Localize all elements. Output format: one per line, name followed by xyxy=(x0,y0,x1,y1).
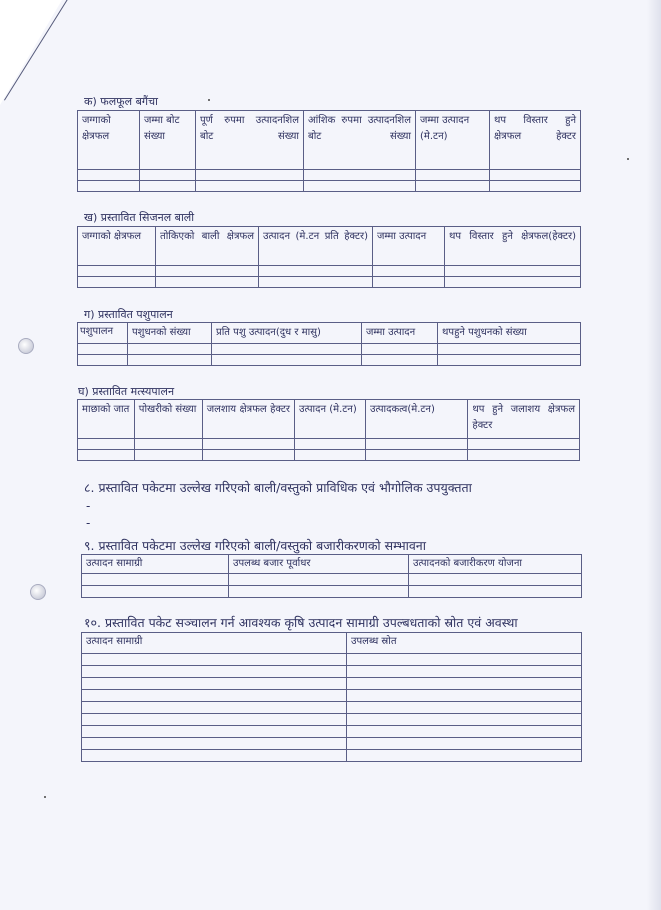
table-row xyxy=(78,277,581,288)
column-header: उत्पादकत्व(मे.टन) xyxy=(365,400,467,439)
table-cell[interactable] xyxy=(78,355,128,366)
table-cell[interactable] xyxy=(82,702,347,714)
section-9-title: ९. प्रस्तावित पकेटमा उल्लेख गरिएको बाली/वस्तुको बजारीकरणको सम्भावना xyxy=(84,538,426,553)
column-header: जम्मा उत्पादन xyxy=(373,227,445,266)
column-header: जग्गाको क्षेत्रफल xyxy=(78,111,140,170)
table-cell[interactable] xyxy=(347,690,582,702)
section-ka-table xyxy=(77,110,581,192)
table-cell[interactable] xyxy=(490,170,581,181)
table-cell[interactable] xyxy=(128,355,212,366)
column-header: थप विस्तार हुने क्षेत्रफल हेक्टर xyxy=(490,111,581,170)
table-cell[interactable] xyxy=(82,726,347,738)
table-row xyxy=(78,170,581,181)
table-cell[interactable] xyxy=(78,266,156,277)
table-row xyxy=(82,750,582,762)
table-cell[interactable] xyxy=(82,750,347,762)
table-header-row xyxy=(78,111,581,170)
column-header: थप हुने जलाशय क्षेत्रफल हेक्टर xyxy=(468,400,580,439)
table-cell[interactable] xyxy=(134,439,202,450)
table-cell[interactable] xyxy=(445,277,581,288)
table-row xyxy=(82,702,582,714)
section-ga-title: ग) प्रस्तावित पशुपालन xyxy=(84,308,173,321)
section-gha-title: घ) प्रस्तावित मत्स्यपालन xyxy=(78,385,175,398)
table-cell[interactable] xyxy=(347,714,582,726)
table-row xyxy=(78,355,581,366)
section-kha-table xyxy=(77,226,581,288)
table-cell[interactable] xyxy=(347,654,582,666)
table-row xyxy=(82,654,582,666)
table-cell[interactable] xyxy=(373,277,445,288)
table-header-row xyxy=(78,400,580,439)
table-cell[interactable] xyxy=(304,170,416,181)
table-cell[interactable] xyxy=(229,574,409,586)
table-row xyxy=(78,450,580,461)
table-row xyxy=(82,666,582,678)
table-cell[interactable] xyxy=(259,277,373,288)
table-cell[interactable] xyxy=(259,266,373,277)
table-cell[interactable] xyxy=(438,355,581,366)
section-9-table xyxy=(81,554,582,598)
table-cell[interactable] xyxy=(82,654,347,666)
column-header: पशुधनको संख्या xyxy=(128,323,212,344)
table-row xyxy=(78,344,581,355)
column-header: तोकिएको बाली क्षेत्रफल xyxy=(156,227,259,266)
punch-hole-top xyxy=(18,338,34,354)
table-cell[interactable] xyxy=(347,738,582,750)
section-kha-title: ख) प्रस्तावित सिजनल बाली xyxy=(84,211,195,224)
table-header-row xyxy=(78,227,581,266)
punch-hole-bottom xyxy=(30,584,46,600)
table-cell[interactable] xyxy=(202,439,294,450)
table-cell[interactable] xyxy=(78,344,128,355)
table-cell[interactable] xyxy=(295,439,366,450)
table-cell[interactable] xyxy=(134,450,202,461)
page-edge-shadow xyxy=(647,0,661,910)
table-cell[interactable] xyxy=(373,266,445,277)
table-row xyxy=(82,726,582,738)
table-cell[interactable] xyxy=(365,439,467,450)
table-cell[interactable] xyxy=(212,344,362,355)
bullet-dash: - xyxy=(86,499,91,513)
column-header: जम्मा उत्पादन xyxy=(362,323,438,344)
table-cell[interactable] xyxy=(438,344,581,355)
table-cell[interactable] xyxy=(445,266,581,277)
table-cell[interactable] xyxy=(347,702,582,714)
table-cell[interactable] xyxy=(347,666,582,678)
section-ga-table xyxy=(77,322,581,366)
section-gha-table xyxy=(77,399,580,461)
column-header: उपलब्ध बजार पूर्वाधर xyxy=(229,555,409,574)
table-header-row xyxy=(82,633,582,654)
scan-speck xyxy=(627,158,629,160)
table-cell[interactable] xyxy=(128,344,212,355)
table-header-row xyxy=(78,323,581,344)
table-row xyxy=(82,586,582,598)
scan-speck xyxy=(44,796,46,798)
column-header: जलशाय क्षेत्रफल हेक्टर xyxy=(202,400,294,439)
section-8-title: ८. प्रस्तावित पकेटमा उल्लेख गरिएको बाली/वस्तुको प्राविधिक एवं भौगोलिक उपयुक्तता xyxy=(84,480,472,495)
table-row xyxy=(78,181,581,192)
table-cell[interactable] xyxy=(82,574,229,586)
table-row xyxy=(82,678,582,690)
table-cell[interactable] xyxy=(78,181,140,192)
table-cell[interactable] xyxy=(468,439,580,450)
table-cell[interactable] xyxy=(365,450,467,461)
table-cell[interactable] xyxy=(78,450,135,461)
table-cell[interactable] xyxy=(362,355,438,366)
table-cell[interactable] xyxy=(78,277,156,288)
table-cell[interactable] xyxy=(295,450,366,461)
table-cell[interactable] xyxy=(347,678,582,690)
column-header: पोखरीको संख्या xyxy=(134,400,202,439)
table-row xyxy=(82,714,582,726)
column-header: माछाको जात xyxy=(78,400,135,439)
table-cell[interactable] xyxy=(409,586,582,598)
table-cell[interactable] xyxy=(347,750,582,762)
table-cell[interactable] xyxy=(409,574,582,586)
table-cell[interactable] xyxy=(82,690,347,702)
table-cell[interactable] xyxy=(229,586,409,598)
table-cell[interactable] xyxy=(82,714,347,726)
table-row xyxy=(78,266,581,277)
table-cell[interactable] xyxy=(140,181,196,192)
column-header: उत्पादन सामाग्री xyxy=(82,633,347,654)
section-10-table xyxy=(81,632,582,762)
table-cell[interactable] xyxy=(212,355,362,366)
table-row xyxy=(82,574,582,586)
table-cell[interactable] xyxy=(362,344,438,355)
table-cell[interactable] xyxy=(416,181,490,192)
table-cell[interactable] xyxy=(140,170,196,181)
table-row xyxy=(78,439,580,450)
table-cell[interactable] xyxy=(156,266,259,277)
column-header: थपहुने पशुधनको संख्या xyxy=(438,323,581,344)
scan-speck xyxy=(208,99,210,101)
column-header: जम्मा बोट संख्या xyxy=(140,111,196,170)
column-header: जम्मा उत्पादन (मे.टन) xyxy=(416,111,490,170)
table-cell[interactable] xyxy=(78,170,140,181)
table-cell[interactable] xyxy=(468,450,580,461)
section-ka-title: क) फलफूल बगैंचा xyxy=(84,95,158,108)
table-cell[interactable] xyxy=(82,666,347,678)
table-cell[interactable] xyxy=(82,738,347,750)
table-cell[interactable] xyxy=(304,181,416,192)
column-header: उत्पादनको बजारीकरण योजना xyxy=(409,555,582,574)
table-cell[interactable] xyxy=(490,181,581,192)
table-cell[interactable] xyxy=(202,450,294,461)
column-header: प्रति पशु उत्पादन(दुध र मासु) xyxy=(212,323,362,344)
table-cell[interactable] xyxy=(82,678,347,690)
table-row xyxy=(82,690,582,702)
table-header-row xyxy=(82,555,582,574)
column-header: आंशिक रुपमा उत्पादनशिल बोट संख्या xyxy=(304,111,416,170)
table-cell[interactable] xyxy=(196,170,304,181)
column-header: उत्पादन सामाग्री xyxy=(82,555,229,574)
table-cell[interactable] xyxy=(78,439,135,450)
table-cell[interactable] xyxy=(156,277,259,288)
column-header: जग्गाको क्षेत्रफल xyxy=(78,227,156,266)
column-header: पशुपालन xyxy=(78,323,128,344)
table-cell[interactable] xyxy=(196,181,304,192)
column-header: थप विस्तार हुने क्षेत्रफल(हेक्टर) xyxy=(445,227,581,266)
section-10-title: १०. प्रस्तावित पकेट सञ्चालन गर्न आवश्यक कृषि उत्पादन सामाग्री उपल्बधताको स्रोत एवं अवस्था xyxy=(84,615,518,630)
column-header: उत्पादन (मे.टन प्रति हेक्टर) xyxy=(259,227,373,266)
column-header: उपलब्ध स्रोत xyxy=(347,633,582,654)
column-header: उत्पादन (मे.टन) xyxy=(295,400,366,439)
table-cell[interactable] xyxy=(416,170,490,181)
table-cell[interactable] xyxy=(347,726,582,738)
table-row xyxy=(82,738,582,750)
table-cell[interactable] xyxy=(82,586,229,598)
column-header: पूर्ण रुपमा उत्पादनशिल बोट संख्या xyxy=(196,111,304,170)
bullet-dash: - xyxy=(86,516,91,530)
